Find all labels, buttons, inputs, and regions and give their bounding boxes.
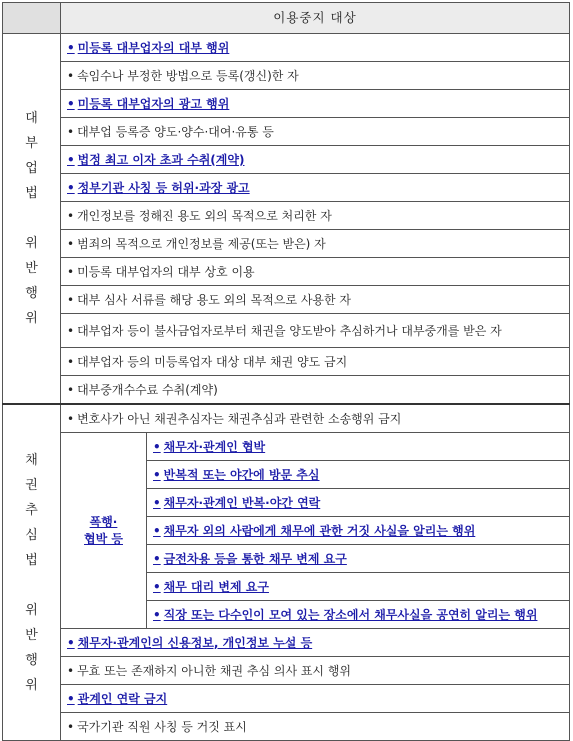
table-row bbox=[3, 286, 570, 314]
item-text bbox=[67, 293, 351, 307]
bullet-icon: • bbox=[67, 236, 75, 251]
item-link[interactable] bbox=[153, 496, 320, 510]
bullet-icon: • bbox=[67, 180, 75, 195]
item-label: 직장 또는 다수인이 모여 있는 장소에서 채무사실을 공연히 알리는 행위 bbox=[163, 607, 538, 622]
subgroup-label-line: 폭행· bbox=[89, 514, 118, 529]
item-cell bbox=[61, 376, 570, 405]
table-row bbox=[3, 90, 570, 118]
bullet-icon: • bbox=[67, 40, 75, 55]
bullet-icon: • bbox=[153, 607, 161, 622]
item-cell[interactable] bbox=[147, 489, 570, 517]
item-label: 대부업자 등이 불사금업자로부터 채권을 양도받아 추심하거나 대부중개를 받은 자 bbox=[77, 323, 502, 338]
item-label: 대부업 등록증 양도·양수·대여·유통 등 bbox=[77, 124, 274, 139]
table-row bbox=[3, 376, 570, 405]
bullet-icon: • bbox=[153, 579, 161, 594]
table-row bbox=[3, 202, 570, 230]
item-cell bbox=[61, 258, 570, 286]
item-label: 채무자·관계인 협박 bbox=[163, 439, 266, 454]
category-char: 행 bbox=[25, 286, 38, 301]
table-row bbox=[3, 230, 570, 258]
category-char bbox=[3, 573, 60, 598]
table-row bbox=[3, 174, 570, 202]
bullet-icon: • bbox=[67, 124, 75, 139]
item-text bbox=[67, 355, 347, 369]
item-text bbox=[67, 125, 274, 139]
category-char: 업 bbox=[25, 161, 38, 176]
item-label: 채무 대리 변제 요구 bbox=[163, 579, 269, 594]
item-label: 채무자·관계인의 신용정보, 개인정보 누설 등 bbox=[77, 635, 313, 650]
item-text bbox=[67, 720, 247, 734]
category-char: 반 bbox=[25, 627, 38, 643]
item-cell[interactable] bbox=[147, 573, 570, 601]
category-char: 위 bbox=[25, 236, 38, 251]
bullet-icon: • bbox=[67, 152, 75, 167]
bullet-icon: • bbox=[67, 354, 75, 369]
bullet-icon: • bbox=[67, 719, 75, 734]
subgroup-label[interactable] bbox=[61, 433, 147, 629]
category-char: 대 bbox=[25, 111, 38, 126]
item-label: 정부기관 사칭 등 허위·과장 광고 bbox=[77, 180, 250, 195]
bullet-icon: • bbox=[67, 208, 75, 223]
item-link[interactable] bbox=[67, 153, 244, 167]
item-label: 채무자 외의 사람에게 채무에 관한 거짓 사실을 알리는 행위 bbox=[163, 523, 476, 538]
table-row bbox=[3, 404, 570, 433]
item-cell[interactable] bbox=[61, 90, 570, 118]
bullet-icon: • bbox=[67, 292, 75, 307]
bullet-icon: • bbox=[67, 96, 75, 111]
category-char: 법 bbox=[25, 186, 38, 201]
table-row bbox=[3, 146, 570, 174]
item-cell[interactable] bbox=[61, 685, 570, 713]
item-link[interactable] bbox=[67, 692, 167, 706]
item-label: 속임수나 부정한 방법으로 등록(갱신)한 자 bbox=[77, 68, 299, 83]
item-label: 대부업자 등의 미등록업자 대상 대부 채권 양도 금지 bbox=[77, 354, 348, 369]
item-cell[interactable] bbox=[61, 629, 570, 657]
table-row bbox=[3, 314, 570, 348]
category-char: 법 bbox=[25, 552, 38, 568]
item-cell bbox=[61, 118, 570, 146]
item-link[interactable] bbox=[67, 97, 229, 111]
item-text bbox=[67, 383, 218, 397]
item-text bbox=[67, 664, 351, 678]
restriction-table bbox=[2, 2, 570, 741]
item-cell[interactable] bbox=[61, 146, 570, 174]
bullet-icon: • bbox=[67, 691, 75, 706]
category-char: 부 bbox=[25, 136, 38, 151]
bullet-icon: • bbox=[67, 382, 75, 397]
item-cell bbox=[61, 202, 570, 230]
item-label: 변호사가 아닌 채권추심자는 채권추심과 관련한 소송행위 금지 bbox=[77, 411, 402, 426]
bullet-icon: • bbox=[153, 551, 161, 566]
subgroup-link[interactable] bbox=[61, 514, 146, 548]
category-char: 위 bbox=[25, 677, 38, 693]
table-row bbox=[3, 34, 570, 62]
item-cell[interactable] bbox=[147, 601, 570, 629]
item-cell bbox=[61, 404, 570, 433]
category-chaegwon bbox=[3, 404, 61, 741]
item-link[interactable] bbox=[153, 524, 475, 538]
table-row bbox=[3, 62, 570, 90]
category-char bbox=[3, 206, 60, 231]
bullet-icon: • bbox=[67, 663, 75, 678]
table-row bbox=[3, 629, 570, 657]
item-cell[interactable] bbox=[147, 433, 570, 461]
bullet-icon: • bbox=[67, 68, 75, 83]
bullet-icon: • bbox=[153, 467, 161, 482]
bullet-icon: • bbox=[67, 635, 75, 650]
table-row bbox=[3, 657, 570, 685]
bullet-icon: • bbox=[67, 264, 75, 279]
item-label: 대부 심사 서류를 해당 용도 외의 목적으로 사용한 자 bbox=[77, 292, 352, 307]
bullet-icon: • bbox=[67, 323, 75, 338]
header-title: 이용중지 대상 bbox=[61, 3, 570, 34]
item-cell[interactable] bbox=[147, 461, 570, 489]
item-link[interactable] bbox=[67, 636, 312, 650]
item-cell[interactable] bbox=[147, 545, 570, 573]
item-cell[interactable] bbox=[61, 174, 570, 202]
item-label: 대부중개수수료 수취(계약) bbox=[77, 382, 218, 397]
item-text bbox=[67, 209, 332, 223]
category-char: 반 bbox=[25, 261, 38, 276]
item-text bbox=[67, 265, 255, 279]
category-daebueop bbox=[3, 34, 61, 405]
item-cell bbox=[61, 314, 570, 348]
table-row bbox=[3, 685, 570, 713]
item-cell bbox=[61, 657, 570, 685]
bullet-icon: • bbox=[153, 523, 161, 538]
item-label: 법정 최고 이자 초과 수취(계약) bbox=[77, 152, 245, 167]
item-text bbox=[67, 412, 401, 426]
item-cell bbox=[61, 230, 570, 258]
bullet-icon: • bbox=[153, 495, 161, 510]
item-label: 범죄의 목적으로 개인정보를 제공(또는 받은) 자 bbox=[77, 236, 326, 251]
category-char: 위 bbox=[25, 311, 38, 326]
item-link[interactable] bbox=[67, 41, 229, 55]
category-char: 위 bbox=[25, 602, 38, 618]
item-label: 개인정보를 정해진 용도 외의 목적으로 처리한 자 bbox=[77, 208, 332, 223]
item-label: 채무자·관계인 반복·야간 연락 bbox=[163, 495, 321, 510]
subgroup-label-line: 협박 등 bbox=[84, 531, 123, 546]
item-link[interactable] bbox=[153, 552, 347, 566]
table-row bbox=[3, 258, 570, 286]
table-row bbox=[3, 713, 570, 741]
bullet-icon: • bbox=[153, 439, 161, 454]
item-label: 금전차용 등을 통한 채무 변제 요구 bbox=[163, 551, 347, 566]
bullet-icon: • bbox=[67, 411, 75, 426]
item-link[interactable] bbox=[153, 580, 269, 594]
table-row bbox=[3, 433, 570, 461]
category-char: 권 bbox=[25, 477, 38, 493]
item-label: 반복적 또는 야간에 방문 추심 bbox=[163, 467, 320, 482]
item-label: 미등록 대부업자의 대부 행위 bbox=[77, 40, 230, 55]
item-cell[interactable] bbox=[61, 34, 570, 62]
item-cell bbox=[61, 62, 570, 90]
item-text bbox=[67, 69, 299, 83]
item-text bbox=[67, 324, 502, 338]
item-link[interactable] bbox=[67, 181, 250, 195]
item-label: 관계인 연락 금지 bbox=[77, 691, 168, 706]
item-link[interactable] bbox=[153, 440, 265, 454]
item-link[interactable] bbox=[153, 608, 537, 622]
item-link[interactable] bbox=[153, 468, 320, 482]
item-label: 국가기관 직원 사칭 등 거짓 표시 bbox=[77, 719, 247, 734]
item-cell bbox=[61, 286, 570, 314]
category-char: 행 bbox=[25, 652, 38, 668]
item-label: 미등록 대부업자의 광고 행위 bbox=[77, 96, 230, 111]
item-cell[interactable] bbox=[147, 517, 570, 545]
category-char: 심 bbox=[25, 527, 38, 543]
table-row bbox=[3, 118, 570, 146]
item-label: 미등록 대부업자의 대부 상호 이용 bbox=[77, 264, 255, 279]
header-row bbox=[3, 3, 570, 34]
category-char: 채 bbox=[25, 452, 38, 468]
header-corner bbox=[3, 3, 61, 34]
item-cell bbox=[61, 713, 570, 741]
category-char: 추 bbox=[25, 502, 38, 518]
item-label: 무효 또는 존재하지 아니한 채권 추심 의사 표시 행위 bbox=[77, 663, 352, 678]
item-cell bbox=[61, 348, 570, 376]
item-text bbox=[67, 237, 326, 251]
table-row bbox=[3, 348, 570, 376]
